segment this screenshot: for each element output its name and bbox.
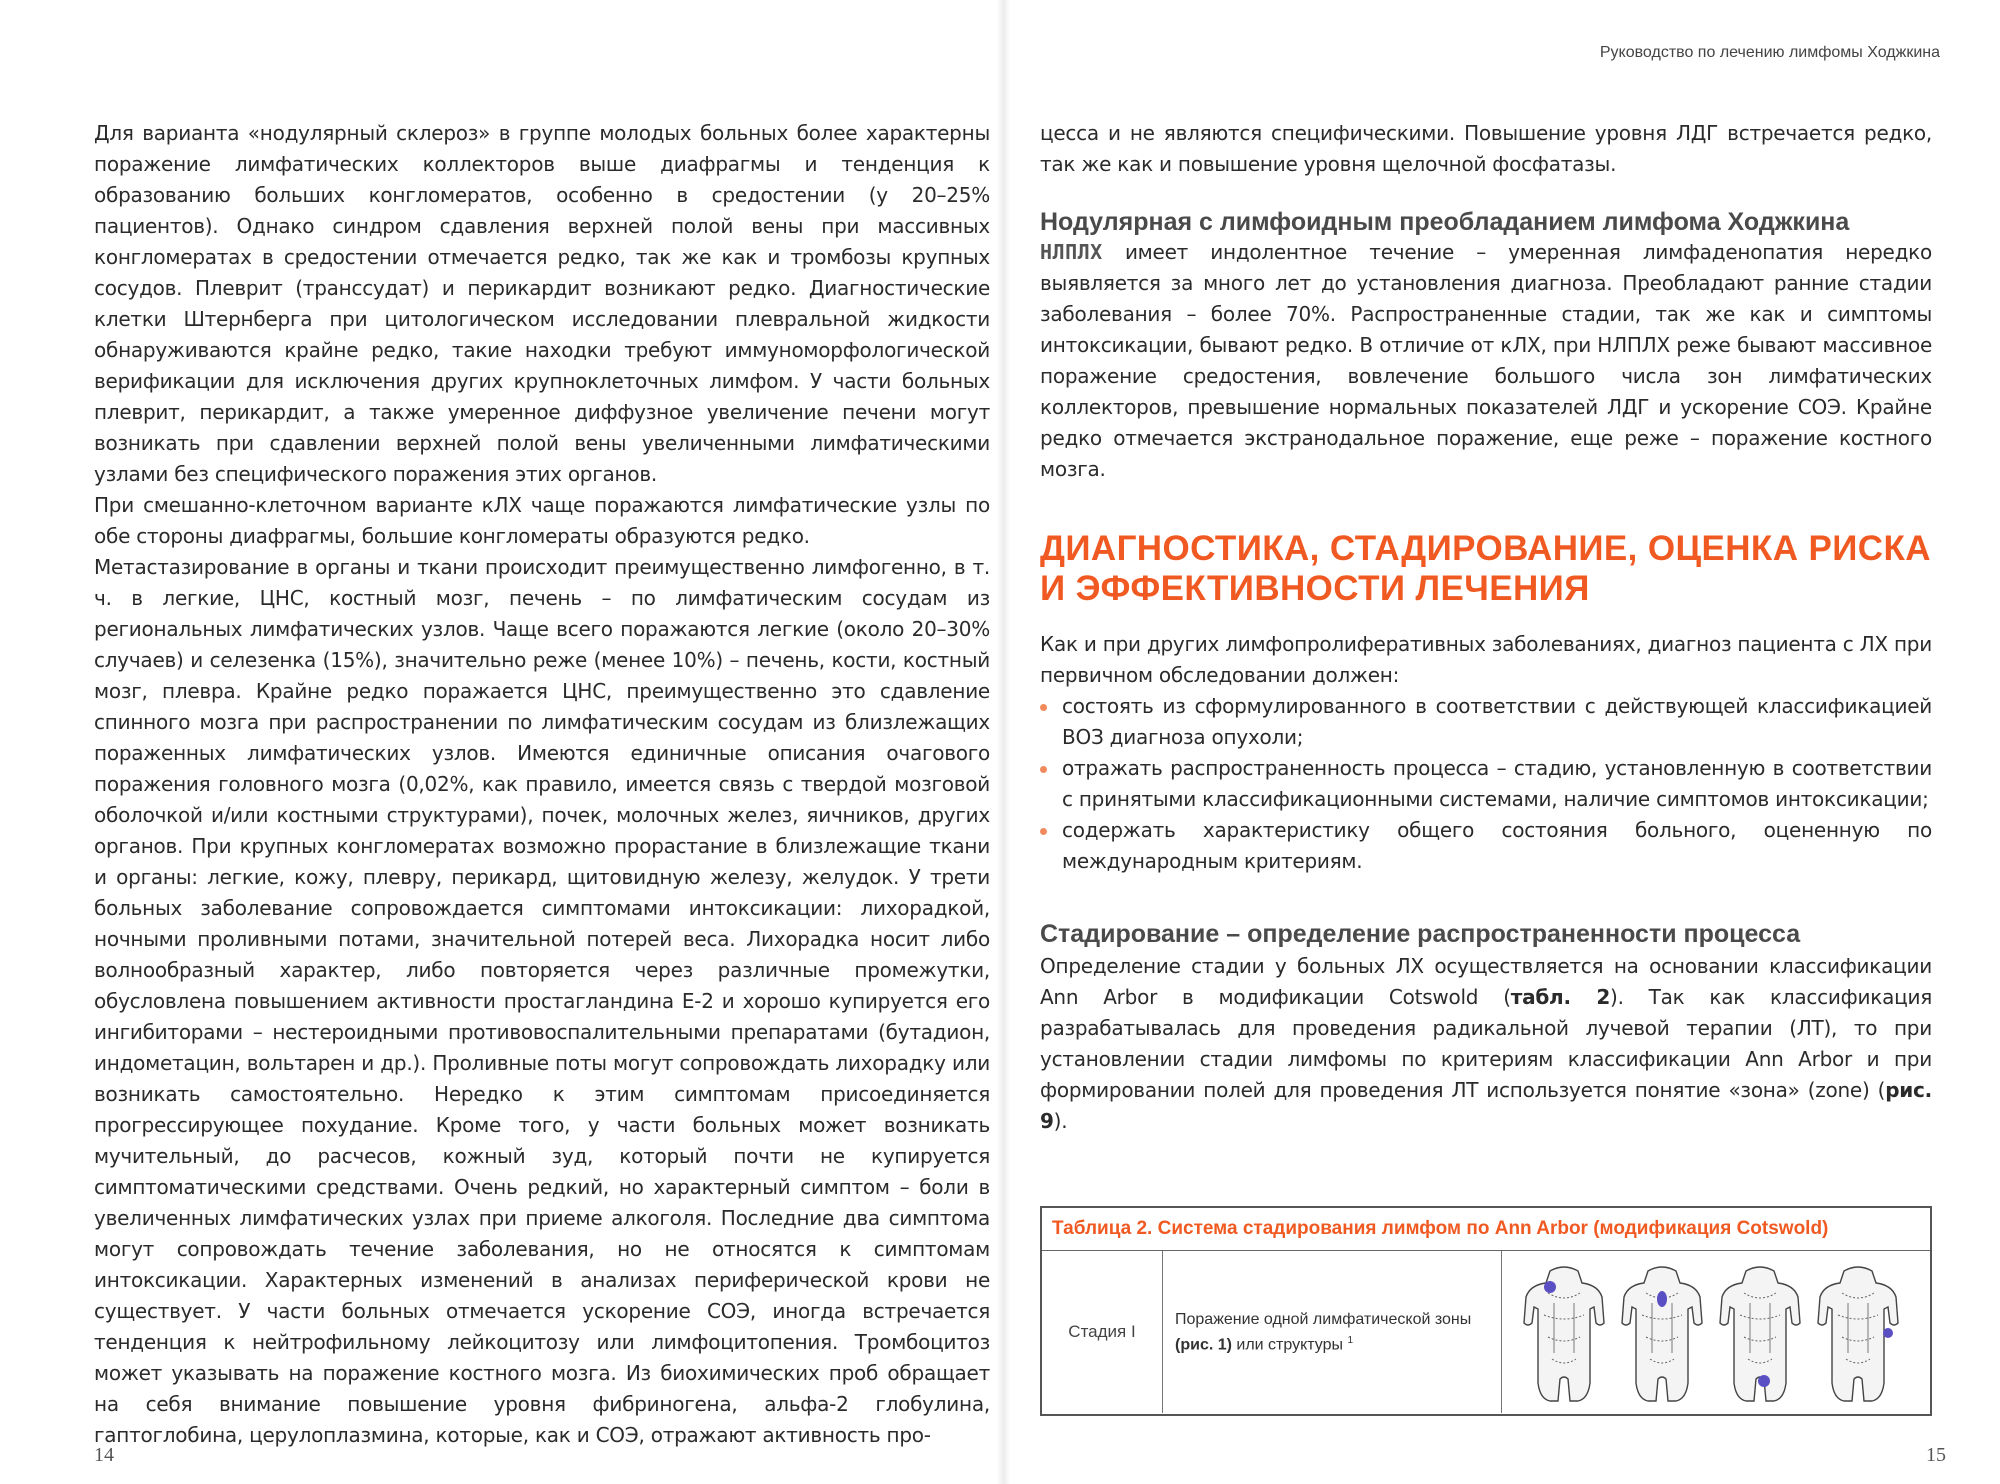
lymph-node-body-diagram-icon — [1516, 1257, 1916, 1407]
description-cell — [1162, 1251, 1502, 1413]
continuation-paragraph: цесса и не являются специфическими. Повышение уровня ЛДГ встречается редко, так же как и повышение уровня щелочной фосфатазы. — [1040, 121, 1932, 176]
page-gutter — [996, 0, 1010, 1484]
page-number-right: 15 — [1926, 1444, 1946, 1466]
body-diagram-3 — [1720, 1267, 1800, 1401]
nlplh-paragraph — [1040, 237, 1932, 485]
list-item — [1040, 815, 1932, 877]
diagnosis-requirements-list — [1040, 691, 1932, 877]
list-item — [1040, 691, 1932, 753]
paragraph: Метастазирование в органы и ткани происходит преимущественно лимфогенно, в т. ч. в легкие, ЦНС, костный мозг, печень – по лимфатическим сосудам из региональных лимфатических узлов. Чаще всего поражаются легкие (около 20–30% случаев) и селезенка (15%), значительно реже (менее 10%) – печень, кости, костный мозг, плевра. Крайне редко поражается ЦНС, преимущественно это сдавление спинного мозга при распространении по лимфатическим сосудам из близлежащих пораженных лимфатических узлов. Имеются единичные описания очагового поражения головного мозга (0,02%, как правило, имеется связь с твердой мозговой оболочкой и/или костными структурами), почек, молочных желез, яичников, других органов. При крупных конгломератах возможно прорастание в близлежащие ткани и органы: легкие, кожу, плевру, перикард, щитовидную железу, желудок. У трети больных заболевание сопровождается симптомами интоксикации: лихорадкой, ночными проливными потами, значительной потерей веса. Лихорадка носит либо волнообразный характер, либо повторяется через различные промежутки, обусловлена повышением активности простагландина Е-2 и хорошо купируется его ингибиторами – нестероидными противовоспалительными препаратами (бутадион, индометацин, вольтарен и др.). Проливные поты могут сопровождать лихорадку или возникать самостоятельно. Нередко к этим симптомам присоединяется прогрессирующее похудание. Кроме того, у части больных может возникать мучительный, до расчесов, кожный зуд, который почти не купируется симптоматическими средствами. Очень редкий, но характерный симптом – боли в увеличенных лимфатических узлах при приеме алкоголя. Последние два симптома могут сопровождать течение заболевания, но не относятся к симптомам интоксикации. Характерных изменений в анализах периферической крови не существует. У части больных отмечается ускорение СОЭ, иногда встречается тенденция к нейтрофильному лейкоцитозу или лимфоцитопения. Тромбоцитоз может указывать на поражение костного мозга. Из биохимических проб обращает на себя внимание повышение уровня фибриногена, альфа-2 глобулина, гаптоглобина, церулоплазмина, которые, как и СОЭ, отражают активность про- — [94, 555, 990, 1447]
description-part: Поражение одной лимфатической зоны — [1175, 1310, 1472, 1328]
section-title: ДИАГНОСТИКА, СТАДИРОВАНИЕ, ОЦЕНКА РИСКА И ЭФФЕКТИВНОСТИ ЛЕЧЕНИЯ — [1040, 529, 1931, 608]
staging-paragraph — [1040, 951, 1932, 1137]
figure-cell — [1502, 1251, 1930, 1413]
list-item-text: отражать распространенность процесса – стадию, установленную в соответствии с принятыми классификационными системами, наличие симптомов интоксикации; — [1062, 756, 1932, 811]
body-diagram-2 — [1622, 1267, 1702, 1401]
description-text — [1175, 1309, 1471, 1355]
staging-text: Определение стадии у больных ЛХ осуществляется на основании классификации Ann Arbor в модификации Cotswold ( — [1040, 954, 1932, 1009]
figure-reference: (рис. 1) — [1175, 1336, 1232, 1354]
lesion-marker — [1657, 1291, 1667, 1307]
left-page-column — [94, 118, 990, 1451]
footnote-marker: 1 — [1347, 1334, 1354, 1346]
staging-table — [1040, 1206, 1932, 1416]
table-caption: Таблица 2. Система стадирования лимфом по Ann Arbor (модификация Cotswold) — [1042, 1208, 1930, 1251]
table-row — [1042, 1251, 1930, 1413]
page-number-left: 14 — [94, 1444, 114, 1466]
paragraph: Для варианта «нодулярный склероз» в группе молодых больных более характерны поражение лимфатических коллекторов выше диафрагмы и тенденция к образованию больших конгломератов, особенно в средостении (у 20–25% пациентов). Однако синдром сдавления верхней полой вены при массивных конгломератах в средостении отмечается редко, так же как и тромбозы крупных сосудов. Плеврит (транссудат) и перикардит возникают редко. Диагностические клетки Штернберга при цитологическом исследовании плевральной жидкости обнаруживаются крайне редко, такие находки требуют иммуноморфологической верификации для исключения других крупноклеточных лимфом. У части больных плеврит, перикардит, а также умеренное диффузное увеличение печени могут возникать при сдавлении верхней полой вены увеличенными лимфатическими узлами без специфического поражения этих органов. — [94, 121, 990, 486]
list-item-text: состоять из сформулированного в соответствии с действующей классификацией ВОЗ диагноза опухоли; — [1062, 694, 1932, 749]
staging-text: ). Так как классификация разрабатывалась для проведения радикальной лучевой терапии (ЛТ), то при установлении стадии лимфомы по критериям классификации Ann Arbor и при формировании полей для проведения ЛТ используется понятие «зона» (zone) ( — [1040, 985, 1932, 1102]
list-item — [1040, 753, 1932, 815]
stage-cell: Стадия I — [1068, 1322, 1136, 1341]
subheading-staging: Стадирование – определение распространенности процесса — [1040, 920, 1801, 948]
paragraph: При смешанно-клеточном варианте кЛХ чаще поражаются лимфатические узлы по обе стороны диафрагмы, большие конгломераты образуются редко. — [94, 493, 990, 548]
figure-reference: рис. 9 — [1040, 1078, 1932, 1133]
body-diagram-1 — [1524, 1267, 1604, 1401]
running-header: Руководство по лечению лимфомы Ходжкина — [1599, 44, 1940, 61]
bullet-icon — [1040, 766, 1047, 773]
subheading-nlplh: Нодулярная с лимфоидным преобладанием лимфома Ходжкина — [1040, 208, 1850, 236]
lesion-marker — [1544, 1281, 1556, 1293]
right-page-column — [1040, 118, 1932, 1137]
table-reference: табл. 2 — [1510, 985, 1611, 1009]
nlplh-text: имеет индолентное течение – умеренная лимфаденопатия нередко выявляется за много лет до установления диагноза. Преобладают ранние стадии заболевания – более 70%. Распространенные стадии, так же как и симптомы интоксикации, бывают редко. В отличие от кЛХ, при НЛПЛХ реже бывают массивное поражение средостения, вовлечение большого числа зон лимфатических коллекторов, превышение нормальных показателей ЛДГ и ускорение СОЭ. Крайне редко отмечается экстранодальное поражение, еще реже – поражение костного мозга. — [1040, 240, 1932, 481]
list-item-text: содержать характеристику общего состояния больного, оцененную по международным критериям. — [1062, 818, 1932, 873]
lesion-marker — [1883, 1328, 1893, 1338]
description-part: или структуры — [1231, 1336, 1344, 1354]
bullet-icon — [1040, 704, 1047, 711]
staging-text: ). — [1053, 1109, 1068, 1133]
nlplh-lead-abbrev: НЛПЛХ — [1040, 240, 1103, 264]
bullet-icon — [1040, 828, 1047, 835]
lesion-marker — [1758, 1375, 1770, 1387]
body-diagram-4 — [1818, 1267, 1898, 1401]
section-intro: Как и при других лимфопролиферативных заболеваниях, диагноз пациента с ЛХ при первичном обследовании должен: — [1040, 632, 1932, 687]
